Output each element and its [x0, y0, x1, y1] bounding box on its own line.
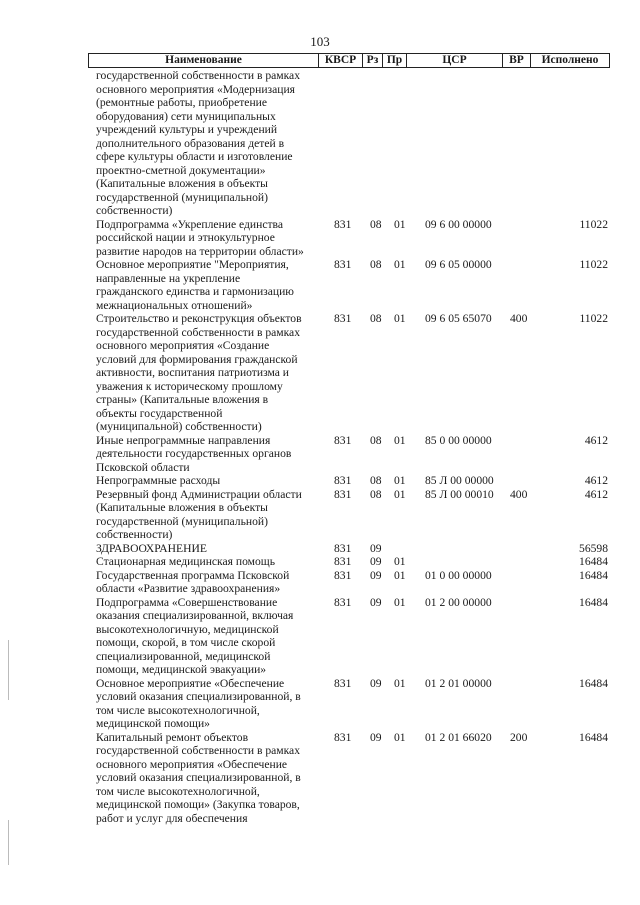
row-name-line: медицинской помощи» (Закупка товаров,: [96, 798, 300, 811]
cell-pr: 01: [394, 595, 406, 609]
cell-csr: 01 0 00 00000: [425, 568, 492, 582]
cell-rz: 09: [370, 568, 382, 582]
cell-rz: 08: [370, 258, 382, 271]
header-kvsr: КВСР: [319, 54, 363, 67]
header-vr: ВР: [503, 54, 531, 67]
cell-pr: 01: [394, 568, 406, 582]
cell-kvsr: 831: [334, 541, 352, 555]
cell-rz: 08: [370, 217, 382, 231]
row-name-line: развитие народов на территории области»: [96, 244, 304, 258]
cell-done: 16484: [579, 595, 608, 609]
cell-kvsr: 831: [334, 487, 352, 501]
row-name-line: оборудования) сети муниципальных: [96, 109, 276, 123]
header-name: Наименование: [89, 54, 319, 67]
cell-csr: 85 Л 00 00000: [425, 474, 494, 487]
cell-done: 4612: [584, 487, 608, 501]
row-name-line: объекты государственной: [96, 406, 223, 420]
cell-done: 16484: [579, 555, 608, 568]
cell-done: 4612: [584, 474, 608, 487]
cell-kvsr: 831: [334, 474, 352, 487]
header-rz: Рз: [363, 54, 383, 67]
row-name-line: гражданского единства и гармонизацию: [96, 285, 294, 298]
cell-kvsr: 831: [334, 555, 352, 568]
row-name-line: (ремонтные работы, приобретение: [96, 96, 267, 109]
cell-kvsr: 831: [334, 258, 352, 271]
row-name-line: деятельности государственных органов: [96, 447, 292, 460]
row-name-line: сфере культуры области и изготовление: [96, 150, 293, 163]
cell-pr: 01: [394, 487, 406, 501]
cell-done: 16484: [579, 676, 608, 690]
cell-rz: 08: [370, 474, 382, 487]
scan-edge-mark: [8, 640, 9, 700]
row-name-line: том числе высокотехнологичной,: [96, 703, 260, 717]
cell-pr: 01: [394, 555, 406, 568]
cell-kvsr: 831: [334, 217, 352, 231]
cell-done: 4612: [584, 433, 608, 447]
row-name-line: основного мероприятия «Модернизация: [96, 82, 295, 96]
cell-pr: 01: [394, 474, 406, 487]
cell-csr: 01 2 01 00000: [425, 676, 492, 690]
table-header: [88, 53, 610, 68]
cell-pr: 01: [394, 730, 406, 744]
row-name-line: активности, воспитания патриотизма и: [96, 366, 290, 379]
cell-csr: 01 2 01 66020: [425, 730, 492, 744]
row-name-line: Государственная программа Псковской: [96, 568, 290, 582]
cell-csr: 09 6 05 00000: [425, 258, 492, 271]
row-name-line: условий для формирования гражданской: [96, 352, 298, 366]
cell-csr: 09 6 00 00000: [425, 217, 492, 231]
header-done: Исполнено: [541, 54, 599, 66]
cell-done: 11022: [579, 312, 608, 325]
row-name-line: Резервный фонд Администрации области: [96, 487, 302, 501]
cell-kvsr: 831: [334, 312, 352, 325]
row-name-line: дополнительного образования детей в: [96, 136, 285, 150]
row-name-line: ЗДРАВООХРАНЕНИЕ: [96, 541, 207, 555]
row-name-line: проектно-сметной документации»: [96, 163, 266, 177]
row-name-line: специализированной, медицинской: [96, 649, 271, 663]
row-name-line: учреждений культуры и учреждений: [96, 123, 278, 136]
row-name-line: помощи, медицинской эвакуации»: [96, 663, 267, 676]
row-name-line: Капитальный ремонт объектов: [96, 730, 249, 744]
cell-pr: 01: [394, 433, 406, 447]
cell-done: 16484: [579, 730, 608, 744]
cell-done: 11022: [579, 217, 608, 231]
row-name-line: государственной собственности в рамках: [96, 744, 300, 757]
row-name-line: Стационарная медицинская помощь: [96, 555, 276, 568]
row-name-line: Псковской области: [96, 460, 190, 474]
row-name-line: области «Развитие здравоохранения»: [96, 582, 281, 595]
row-name-line: том числе высокотехнологичной,: [96, 784, 260, 798]
cell-pr: 01: [394, 217, 406, 231]
row-name-line: условий оказания специализированной, в: [96, 690, 301, 703]
cell-kvsr: 831: [334, 595, 352, 609]
cell-csr: 85 0 00 00000: [425, 433, 492, 447]
row-name-line: условий оказания специализированной, в: [96, 771, 301, 784]
cell-rz: 08: [370, 312, 382, 325]
cell-vr: 400: [510, 312, 528, 325]
cell-rz: 09: [370, 676, 382, 690]
cell-done: 56598: [579, 541, 608, 555]
scan-edge-mark: [8, 820, 9, 865]
cell-rz: 09: [370, 541, 382, 555]
row-name-line: собственности): [96, 528, 173, 541]
row-name-line: медицинской помощи»: [96, 717, 210, 730]
row-name-line: (Капитальные вложения в объекты: [96, 501, 268, 514]
cell-pr: 01: [394, 258, 406, 271]
header-csr: ЦСР: [407, 54, 503, 67]
cell-rz: 09: [370, 555, 382, 568]
cell-vr: 400: [510, 487, 528, 501]
row-name-line: собственности): [96, 204, 173, 217]
row-name-line: основного мероприятия «Обеспечение: [96, 757, 288, 771]
row-name-line: Подпрограмма «Совершенствование: [96, 595, 278, 609]
row-name-line: государственной (муниципальной): [96, 514, 268, 528]
cell-rz: 08: [370, 433, 382, 447]
cell-csr: 09 6 05 65070: [425, 312, 492, 325]
cell-rz: 09: [370, 730, 382, 744]
cell-kvsr: 831: [334, 730, 352, 744]
cell-kvsr: 831: [334, 433, 352, 447]
row-name-line: оказания специализированной, включая: [96, 609, 294, 622]
row-name-line: направленные на укрепление: [96, 271, 241, 285]
row-name-line: Непрограммные расходы: [96, 474, 221, 487]
row-name-line: уважения к историческому прошлому: [96, 379, 283, 393]
cell-done: 11022: [579, 258, 608, 271]
cell-pr: 01: [394, 676, 406, 690]
row-name-line: государственной (муниципальной): [96, 190, 268, 204]
row-name-line: (Капитальные вложения в объекты: [96, 177, 268, 190]
row-name-line: государственной собственности в рамках: [96, 69, 300, 82]
cell-csr: 01 2 00 00000: [425, 595, 492, 609]
cell-csr: 85 Л 00 00010: [425, 487, 494, 501]
cell-rz: 09: [370, 595, 382, 609]
cell-done: 16484: [579, 568, 608, 582]
header-pr: Пр: [383, 54, 407, 67]
row-name-line: Подпрограмма «Укрепление единства: [96, 217, 283, 231]
row-name-line: Иные непрограммные направления: [96, 433, 271, 447]
row-name-line: российской нации и этнокультурное: [96, 231, 275, 244]
cell-pr: 01: [394, 312, 406, 325]
row-name-line: государственной собственности в рамках: [96, 325, 300, 339]
cell-kvsr: 831: [334, 676, 352, 690]
row-name-line: Основное мероприятие «Обеспечение: [96, 676, 285, 690]
row-name-line: межнациональных отношений»: [96, 298, 253, 312]
row-name-line: Строительство и реконструкция объектов: [96, 312, 302, 325]
cell-vr: 200: [510, 730, 528, 744]
row-name-line: Основное мероприятие "Мероприятия,: [96, 258, 289, 271]
cell-kvsr: 831: [334, 568, 352, 582]
row-name-line: основного мероприятия «Создание: [96, 339, 270, 352]
page-number: 103: [310, 34, 330, 49]
cell-rz: 08: [370, 487, 382, 501]
row-name-line: страны» (Капитальные вложения в: [96, 393, 269, 406]
row-name-line: (муниципальной) собственности): [96, 420, 262, 433]
row-name-line: помощи, скорой, в том числе скорой: [96, 636, 276, 649]
row-name-line: работ и услуг для обеспечения: [96, 811, 248, 825]
row-name-line: высокотехнологичную, медицинской: [96, 622, 279, 636]
